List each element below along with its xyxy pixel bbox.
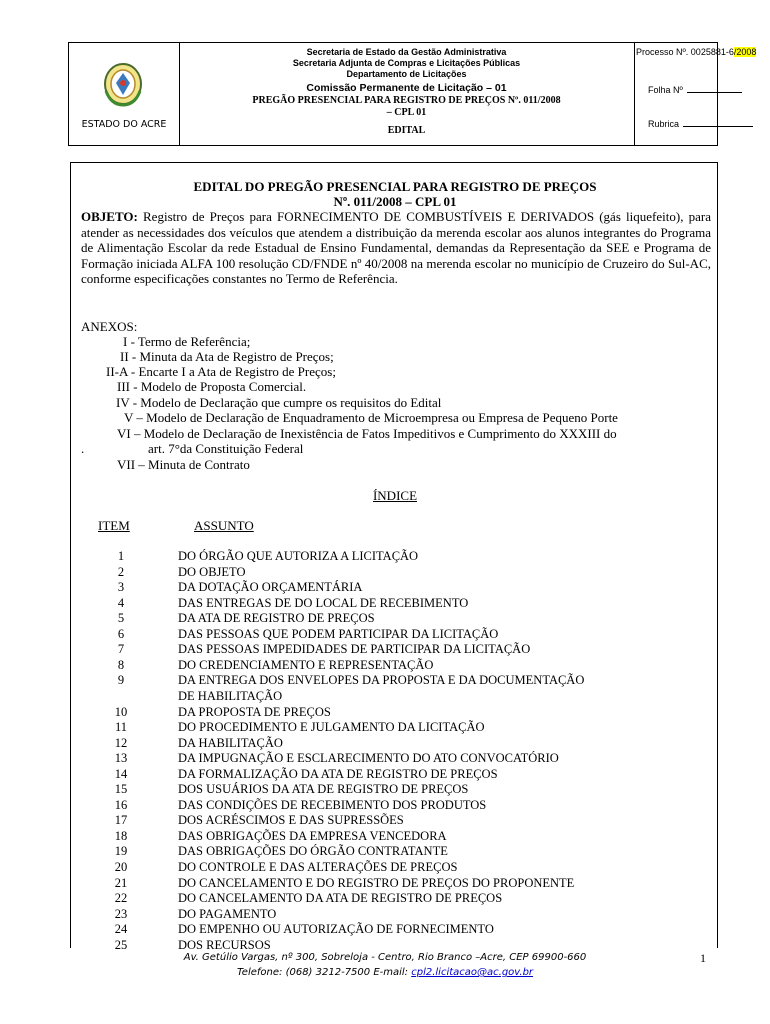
document-header bbox=[68, 42, 757, 146]
index-item-title: DO EMPENHO OU AUTORIZAÇÃO DE FORNECIMENTO bbox=[178, 922, 494, 937]
index-item-number: 21 bbox=[114, 875, 128, 890]
index-item-number: 22 bbox=[114, 891, 128, 906]
index-item-title: DAS PESSOAS IMPEDIDADES DE PARTICIPAR DA LICITAÇÃO bbox=[178, 642, 531, 657]
index-item-number: 15 bbox=[114, 782, 128, 797]
index-item-number: 18 bbox=[114, 828, 128, 843]
item-column-header: ITEM bbox=[98, 518, 130, 533]
objeto-text: Registro de Preços para FORNECIMENTO DE COMBUSTÍVEIS E DERIVADOS (gás liquefeito), para atender as necessidades dos veículos que atendem a distribuição da merenda escolar aos alunos integrantes do Programa de Alimentação Escolar da rede Estadual de Ensino Fundamental, demandas da Representação da SEE e Programa de Formação iniciada ALFA 100 resolução CD/FNDE nº 40/2008 na merenda escolar no município de Cruzeiro do Sul-AC, conforme especificações constantes no Termo de Referência. bbox=[81, 209, 711, 286]
anexo-item-continuation: art. 7°da Constituição Federal bbox=[148, 441, 304, 456]
index-item-number: 4 bbox=[117, 595, 125, 610]
index-item-number: 19 bbox=[114, 844, 128, 859]
index-item-number: 12 bbox=[114, 735, 128, 750]
anexo-item: VII – Minuta de Contrato bbox=[117, 457, 250, 472]
processo-year-highlight: /2008 bbox=[733, 47, 757, 57]
edital-label: EDITAL bbox=[387, 125, 426, 136]
index-item-title: DO OBJETO bbox=[178, 564, 246, 579]
index-item-title: DO CANCELAMENTO E DO REGISTRO DE PREÇOS DO PROPONENTE bbox=[178, 875, 575, 890]
header-right-cell bbox=[634, 43, 757, 145]
index-item-title: DAS CONDIÇÕES DE RECEBIMENTO DOS PRODUTOS bbox=[178, 797, 487, 812]
anexo-item: I - Termo de Referência; bbox=[123, 334, 251, 349]
state-label: ESTADO DO ACRE bbox=[81, 119, 167, 130]
footer-phone: Telefone: (068) 3212-7500 E-mail: bbox=[236, 967, 412, 978]
index-item-title: DOS RECURSOS bbox=[178, 937, 271, 952]
index-item-number: 3 bbox=[117, 580, 125, 595]
index-item-title: DO CONTROLE E DAS ALTERAÇÕES DE PREÇOS bbox=[178, 860, 458, 874]
page-number: 1 bbox=[700, 951, 706, 965]
secretaria-line-2: Secretaria Adjunta de Compras e Licitações Públicas bbox=[292, 58, 521, 68]
index-item-number: 11 bbox=[114, 720, 128, 735]
index-item-number: 5 bbox=[117, 611, 125, 626]
processo-prefix: Processo Nº. 0025881-6 bbox=[636, 47, 734, 57]
index-item-number: 13 bbox=[114, 751, 128, 766]
assunto-column-header: ASSUNTO bbox=[194, 518, 254, 533]
footer-email-link[interactable]: cpl2.licitacao@ac.gov.br bbox=[411, 967, 534, 978]
rubrica-label: Rubrica bbox=[648, 119, 680, 129]
state-seal-icon bbox=[103, 61, 143, 107]
pregao-line bbox=[179, 95, 634, 119]
index-item-number: 2 bbox=[117, 564, 125, 579]
anexo-item: II-A - Encarte I a Ata de Registro de Preços; bbox=[106, 364, 336, 379]
rubrica-blank-line bbox=[683, 126, 753, 127]
index-item-title: DO ÓRGÃO QUE AUTORIZA A LICITAÇÃO bbox=[178, 549, 419, 563]
objeto-paragraph bbox=[81, 209, 711, 287]
footer-contact bbox=[0, 967, 770, 978]
index-item-number: 9 bbox=[117, 673, 125, 688]
index-item-title: DE HABILITAÇÃO bbox=[178, 688, 283, 703]
indice-heading: ÍNDICE bbox=[372, 488, 418, 503]
index-item-number: 25 bbox=[114, 937, 128, 952]
index-item-number: 20 bbox=[114, 860, 128, 874]
index-item-number: 1 bbox=[117, 549, 125, 563]
objeto-label: OBJETO: bbox=[81, 209, 138, 224]
index-item-number: 7 bbox=[117, 642, 125, 657]
pregao-line-1: PREGÃO PRESENCIAL PARA REGISTRO DE PREÇOS Nº. 011/2008 bbox=[252, 95, 561, 106]
index-item-title: DOS USUÁRIOS DA ATA DE REGISTRO DE PREÇOS bbox=[178, 782, 469, 797]
index-item-title: DA HABILITAÇÃO bbox=[178, 735, 283, 750]
departamento-line: Departamento de Licitações bbox=[346, 69, 467, 79]
folha-label: Folha Nº bbox=[648, 85, 683, 95]
anexos-label: ANEXOS: bbox=[81, 319, 138, 334]
index-item-title: DOS ACRÉSCIMOS E DAS SUPRESSÕES bbox=[178, 813, 404, 828]
index-item-title: DAS PESSOAS QUE PODEM PARTICIPAR DA LICITAÇÃO bbox=[178, 626, 499, 641]
folha-field bbox=[648, 85, 742, 95]
index-item-title: DO PAGAMENTO bbox=[178, 906, 277, 921]
anexo-item: VI – Modelo de Declaração de Inexistência de Fatos Impeditivos e Cumprimento do XXXIII do bbox=[117, 426, 617, 441]
index-item-number: 6 bbox=[117, 626, 125, 641]
index-item-number: 23 bbox=[114, 906, 128, 921]
index-item-title: DA FORMALIZAÇÃO DA ATA DE REGISTRO DE PREÇOS bbox=[178, 766, 498, 781]
index-item-number: 8 bbox=[117, 657, 125, 672]
folha-blank-line bbox=[687, 92, 742, 93]
index-item-title: DA PROPOSTA DE PREÇOS bbox=[178, 704, 331, 719]
index-item-number: 14 bbox=[114, 766, 128, 781]
rubrica-field bbox=[648, 119, 753, 129]
index-item-title: DA ENTREGA DOS ENVELOPES DA PROPOSTA E DA DOCUMENTAÇÃO bbox=[178, 673, 585, 688]
secretaria-line-1: Secretaria de Estado da Gestão Administrativa bbox=[306, 47, 507, 57]
header-center-cell bbox=[179, 43, 635, 145]
anexo-item: IV - Modelo de Declaração que cumpre os requisitos do Edital bbox=[116, 395, 442, 410]
index-item-number: 10 bbox=[114, 704, 128, 719]
document-subtitle: Nº. 011/2008 – CPL 01 bbox=[333, 194, 457, 209]
anexo-item: II - Minuta da Ata de Registro de Preços; bbox=[120, 349, 334, 364]
index-item-number: 16 bbox=[114, 797, 128, 812]
pregao-line-2: – CPL 01 bbox=[386, 107, 427, 118]
index-item-title: DA ATA DE REGISTRO DE PREÇOS bbox=[178, 611, 375, 626]
index-item-title: DA IMPUGNAÇÃO E ESCLARECIMENTO DO ATO CONVOCATÓRIO bbox=[178, 751, 559, 766]
index-item-title: DAS OBRIGAÇÕES DA EMPRESA VENCEDORA bbox=[178, 828, 447, 843]
index-item-number: 24 bbox=[114, 922, 128, 937]
anexo-dot: . bbox=[81, 441, 85, 456]
footer-address: Av. Getúlio Vargas, nº 300, Sobreloja - Centro, Rio Branco –Acre, CEP 69900-660 bbox=[183, 952, 587, 963]
index-item-number: 17 bbox=[114, 813, 128, 828]
document-title: EDITAL DO PREGÃO PRESENCIAL PARA REGISTRO DE PREÇOS bbox=[193, 179, 597, 194]
index-item-title: DO CANCELAMENTO DA ATA DE REGISTRO DE PREÇOS bbox=[178, 891, 503, 906]
index-item-title: DO PROCEDIMENTO E JULGAMENTO DA LICITAÇÃO bbox=[178, 720, 485, 735]
header-logo-cell bbox=[69, 43, 180, 145]
document-body bbox=[70, 162, 718, 952]
anexo-item: III - Modelo de Proposta Comercial. bbox=[117, 379, 307, 394]
index-item-title: DA DOTAÇÃO ORÇAMENTÁRIA bbox=[178, 580, 363, 595]
index-item-title: DO CREDENCIAMENTO E REPRESENTAÇÃO bbox=[178, 657, 434, 672]
index-item-title: DAS OBRIGAÇÕES DO ÓRGÃO CONTRATANTE bbox=[178, 844, 448, 859]
anexo-item: V – Modelo de Declaração de Enquadramento de Microempresa ou Empresa de Pequeno Porte bbox=[124, 410, 618, 425]
commission-line: Comissão Permanente de Licitação – 01 bbox=[306, 82, 507, 94]
index-item-title: DAS ENTREGAS DE DO LOCAL DE RECEBIMENTO bbox=[178, 595, 469, 610]
processo-number bbox=[636, 47, 756, 57]
